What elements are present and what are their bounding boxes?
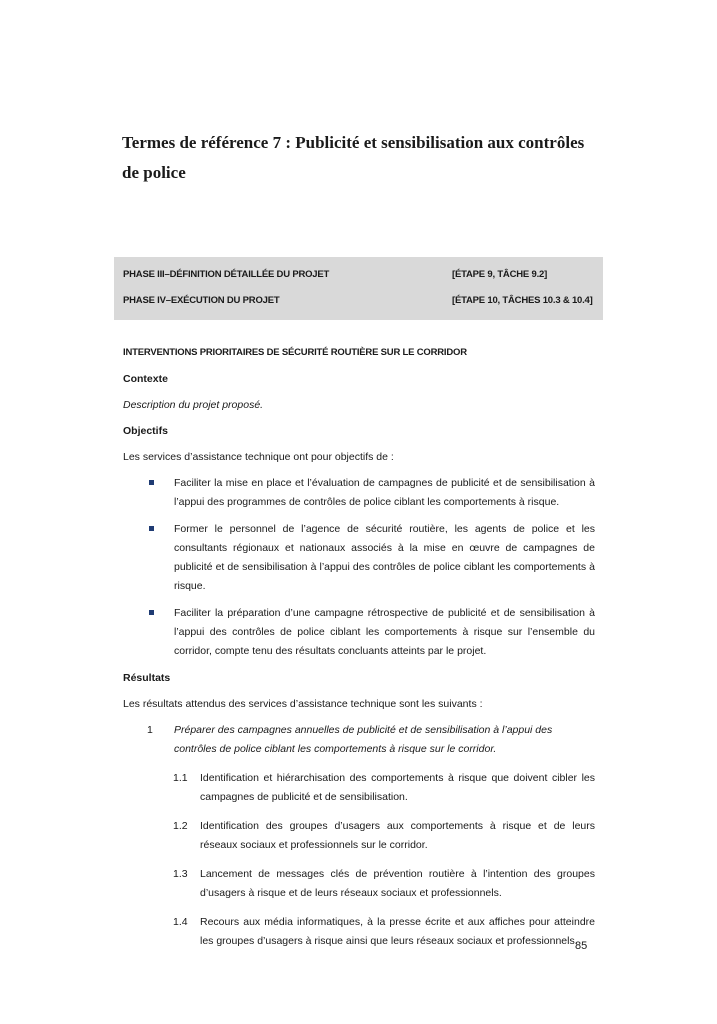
sub-item-text: Identification et hiérarchisation des comportements à risque que doivent cibler les campagnes de publicité et de sensibilisation. (200, 772, 595, 803)
sub-item-text: Lancement de messages clés de prévention routière à l’intention des groupes d’usagers à risque et de leurs réseaux sociaux et professionnels. (200, 868, 595, 899)
sub-item (123, 817, 595, 855)
page-title: Termes de référence 7 : Publicité et sensibilisation aux contrôles de police (122, 133, 585, 182)
item-text: Préparer des campagnes annuelles de publicité et de sensibilisation à l’appui des contrôles de police ciblant les comportements à risque sur le corridor. (174, 724, 553, 755)
sub-item-number: 1.2 (173, 820, 188, 832)
sub-item-text: Identification des groupes d’usagers aux comportements à risque et de leurs réseaux sociaux et professionnels sur le corridor. (200, 820, 595, 851)
section-heading: INTERVENTIONS PRIORITAIRES DE SÉCURITÉ ROUTIÈRE SUR LE CORRIDOR (123, 347, 467, 358)
phase-step: [ÉTAPE 10, TÂCHES 10.3 & 10.4] (452, 295, 593, 306)
item-number: 1 (147, 724, 153, 736)
objectifs-intro: Les services d’assistance technique ont pour objectifs de : (123, 451, 394, 463)
sub-item-number: 1.4 (173, 916, 188, 928)
page-number: 85 (575, 940, 588, 952)
list-item-text: Faciliter la préparation d’une campagne rétrospective de publicité et de sensibilisation à l’appui des contrôles de police ciblant les comportements à risque sur l’ensemble du corridor, compte tenu des résultats concluants atteints par le projet. (174, 607, 595, 657)
list-item (123, 474, 595, 512)
objectifs-list (123, 474, 595, 661)
sub-item (123, 769, 595, 807)
square-bullet-icon (149, 526, 154, 531)
square-bullet-icon (149, 480, 154, 485)
phase-box (114, 257, 603, 320)
list-item-text: Former le personnel de l’agence de sécurité routière, les agents de police et les consultants régionaux et nationaux associés à la mise en œuvre de campagnes de publicité et de sensibilisation à l’appui des contrôles de police ciblant les comportements à risque. (174, 523, 595, 592)
phase-label: PHASE III–DÉFINITION DÉTAILLÉE DU PROJET (123, 269, 330, 280)
sub-item-text: Recours aux média informatiques, à la presse écrite et aux affiches pour atteindre les groupes d’usagers à risque ainsi que leurs réseaux sociaux et professionnels. (200, 916, 595, 947)
contexte-text: Description du projet proposé. (123, 399, 264, 411)
objectifs-heading: Objectifs (123, 425, 168, 437)
square-bullet-icon (149, 610, 154, 615)
list-item (123, 520, 595, 596)
list-item-text: Faciliter la mise en place et l’évaluation de campagnes de publicité et de sensibilisation à l’appui des programmes de contrôles de police ciblant les comportements à risque. (174, 477, 595, 508)
sub-item-number: 1.1 (173, 772, 188, 784)
sub-item-number: 1.3 (173, 868, 188, 880)
sub-item (123, 913, 595, 951)
phase-step: [ÉTAPE 9, TÂCHE 9.2] (452, 269, 548, 280)
list-item (123, 604, 595, 661)
phase-label: PHASE IV–EXÉCUTION DU PROJET (123, 295, 280, 306)
resultats-heading: Résultats (123, 672, 171, 684)
sub-item (123, 865, 595, 903)
document-body (123, 343, 595, 961)
resultats-intro: Les résultats attendus des services d’assistance technique sont les suivants : (123, 698, 483, 710)
contexte-heading: Contexte (123, 373, 168, 385)
numbered-item (123, 721, 595, 759)
